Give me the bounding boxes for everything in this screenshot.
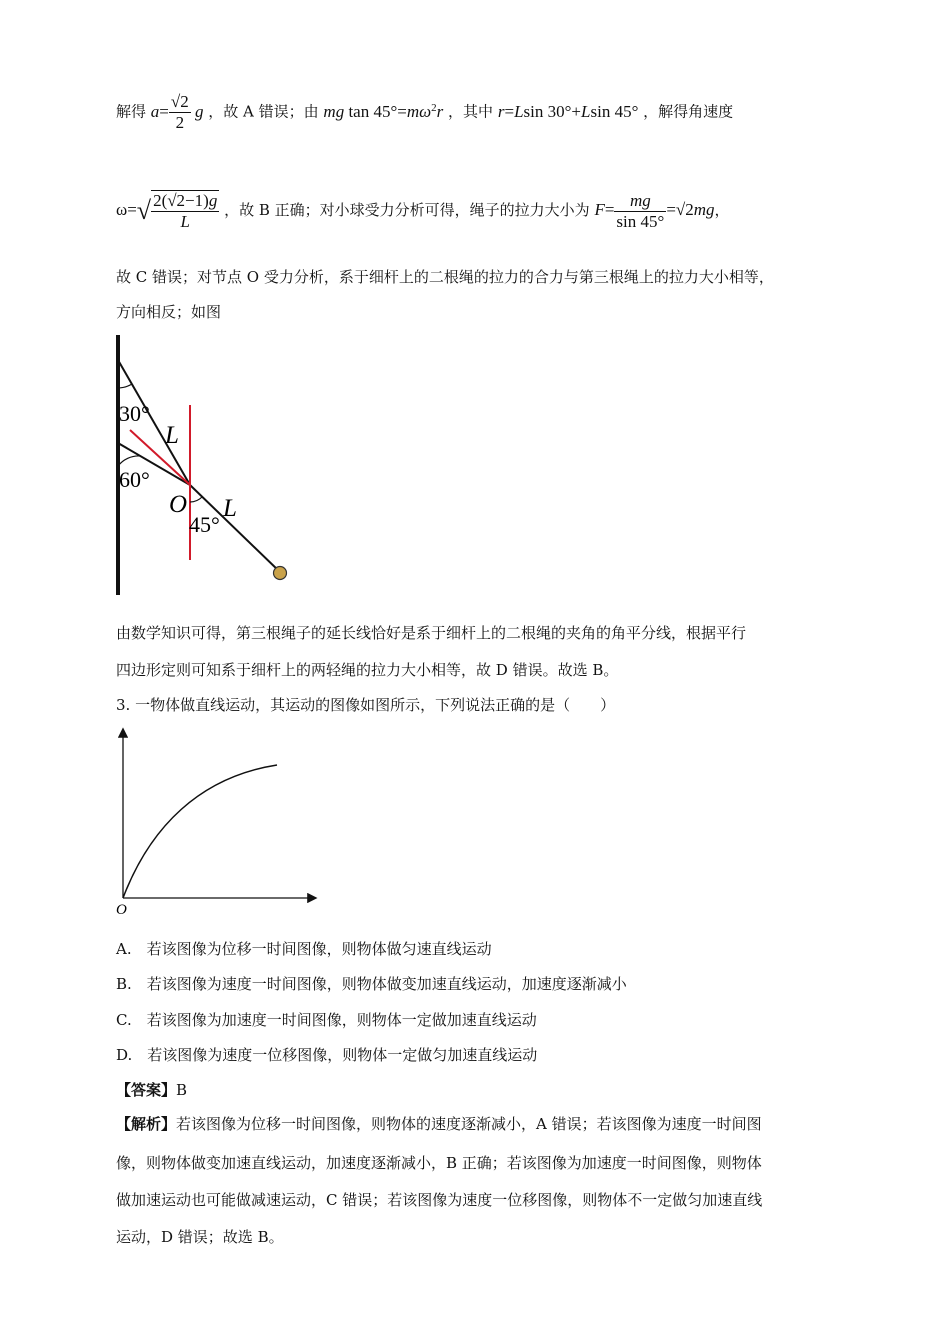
text-segment: ，其中	[448, 102, 494, 121]
answer-value: B	[176, 1081, 188, 1099]
solution-line-3: 故 C 错误；对节点 O 受力分析，系于细杆上的二根绳的拉力的合力与第三根绳上的拉力大小相等，	[116, 268, 774, 286]
angle-arc-60	[118, 456, 140, 466]
text-segment: ，故 B 正确；对小球受力分析可得，绳子的拉力大小为	[224, 201, 590, 219]
node-label-O: O	[169, 491, 188, 518]
curve	[123, 765, 277, 898]
solution-line-2	[116, 190, 730, 232]
analysis-text: 若该图像为位移一时间图像，则物体的速度逐渐减小，A 错误；若该图像为速度一时间图	[176, 1115, 762, 1133]
solution-line-6: 四边形定则可知系于细杆上的两轻绳的拉力大小相等，故 D 错误。故选 B。	[116, 661, 619, 679]
origin-label: O	[116, 902, 127, 918]
angle-label-45: 45°	[189, 512, 220, 537]
motion-graph	[105, 722, 330, 922]
solution-line-1	[116, 92, 733, 133]
answer-line	[116, 1079, 187, 1100]
analysis-line-3: 做加速运动也可能做减速运动，C 错误；若该图像为速度一位移图像，则物体不一定做匀加速直线	[116, 1191, 763, 1209]
analysis-line-2: 像，则物体做变加速直线运动，加速度逐渐减小，B 正确；若该图像为加速度一时间图像，则物体	[116, 1154, 762, 1172]
formula-dynamics: mg $\tan 45^\circ=m\omega^2r$	[323, 101, 444, 121]
formula-a: a= $\frac{√2}{2}$ g	[150, 92, 204, 132]
length-label-upper: L	[165, 422, 179, 449]
formula-tension: F= $\frac{mg}{\sin 45^\circ}$ =√2mg，	[594, 190, 730, 231]
force-diagram	[105, 330, 305, 605]
question-stem: 3. 一物体做直线运动，其运动的图像如图所示，下列说法正确的是（ ）	[116, 696, 616, 714]
angle-label-30: 30°	[119, 401, 150, 426]
angle-arc-45	[190, 497, 202, 502]
option-d: D. 若该图像为速度一位移图像，则物体一定做匀加速直线运动	[116, 1046, 538, 1064]
option-b: B. 若该图像为速度一时间图像，则物体做变加速直线运动，加速度逐渐减小	[116, 975, 627, 993]
length-label-lower: L	[223, 495, 237, 522]
analysis-line-1	[116, 1113, 762, 1134]
option-a: A. 若该图像为位移一时间图像，则物体做匀速直线运动	[116, 940, 492, 958]
solution-line-5: 由数学知识可得，第三根绳子的延长线恰好是系于细杆上的二根绳的夹角的角平分线，根据平行	[116, 624, 747, 642]
text-segment: 解得	[116, 102, 147, 121]
angle-arc-30	[118, 384, 132, 388]
formula-omega: ω=√ $\frac{2(√2-1)g}{L}$	[116, 191, 218, 231]
answer-tag: 【答案】	[116, 1081, 177, 1099]
option-c: C. 若该图像为加速度一时间图像，则物体一定做加速直线运动	[116, 1011, 537, 1029]
formula-r: r=Lsin 30°+Lsin 45°	[497, 101, 639, 121]
analysis-line-4: 运动，D 错误；故选 B。	[116, 1228, 284, 1246]
ball	[274, 567, 287, 580]
analysis-tag: 【解析】	[116, 1115, 177, 1133]
text-segment: ，解得角速度	[643, 102, 734, 121]
solution-line-4: 方向相反；如图	[116, 303, 222, 321]
angle-label-60: 60°	[119, 467, 150, 492]
text-segment: ，故 A 错误；由	[208, 102, 319, 121]
